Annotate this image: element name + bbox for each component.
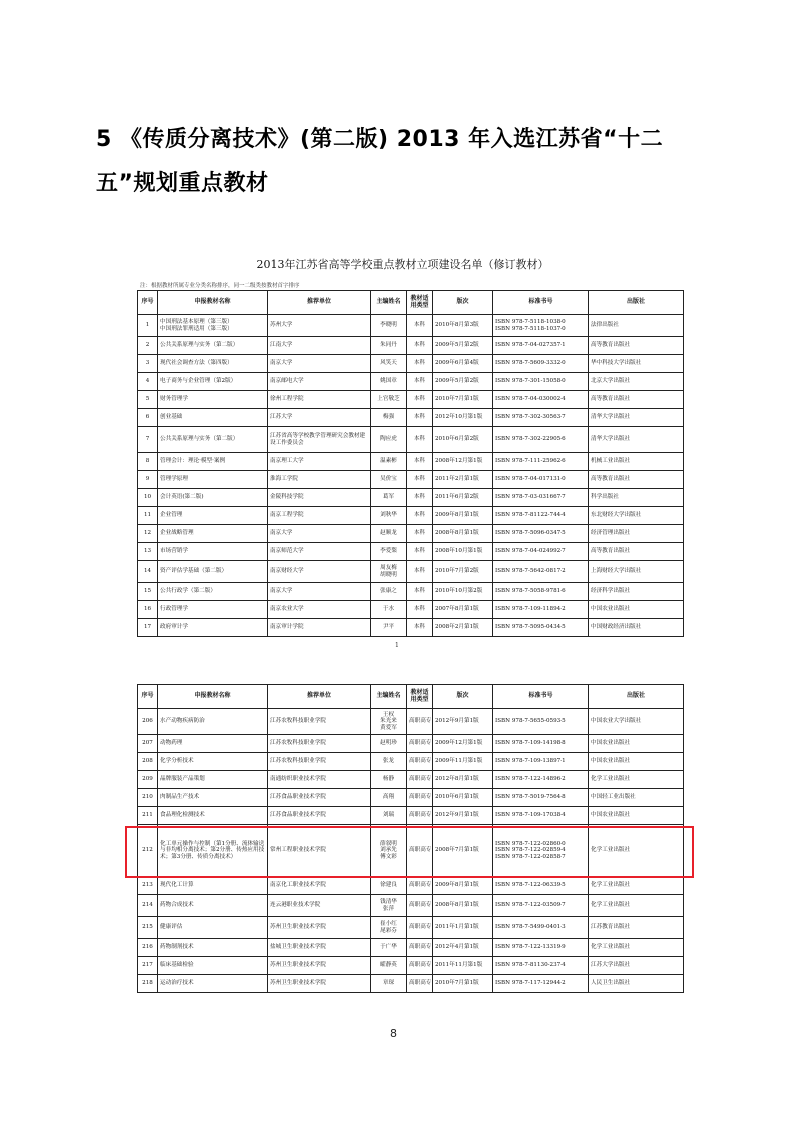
table-row <box>138 471 684 489</box>
table-row <box>138 489 684 507</box>
table-row <box>138 709 684 735</box>
table-cell: 淮海工学院 <box>268 471 371 489</box>
column-header: 申报教材名称 <box>158 685 268 709</box>
table-cell: 2012年4月第1版 <box>433 939 493 957</box>
table-cell: 上官敬芝 <box>371 391 407 409</box>
table-cell: ISBN 978-7-109-17038-4 <box>493 807 589 825</box>
table-cell: 高等教育出版社 <box>589 337 684 355</box>
table-cell: 2011年11月第1版 <box>433 957 493 975</box>
table-cell: 苏州卫生职业技术学院 <box>268 957 371 975</box>
table-cell: 徐州工程学院 <box>268 391 371 409</box>
table-cell: 电子商务与企业管理（第2版） <box>158 373 268 391</box>
table-row <box>138 619 684 637</box>
table-cell: 2008年8月第1版 <box>433 525 493 543</box>
table-cell: 2010年6月第1版 <box>433 789 493 807</box>
table-cell: 本科 <box>407 337 433 355</box>
table-cell: 2010年7月第1版 <box>433 975 493 993</box>
table-cell: 10 <box>138 489 158 507</box>
table-cell: ISBN 978-7-117-12944-2 <box>493 975 589 993</box>
table-cell: 江苏省高等学校教学管理研究会教材建设工作委员会 <box>268 427 371 453</box>
scanned-table-note: 注：根据教材所属专业分类名称排序，同一二级类按教材首字排序 <box>140 283 300 289</box>
table-cell: 李爱梨 <box>371 543 407 561</box>
table-cell: 高职高专 <box>407 957 433 975</box>
table-cell: 市场营销学 <box>158 543 268 561</box>
table-row <box>138 957 684 975</box>
table-cell: 本科 <box>407 619 433 637</box>
table-cell: 徐建良 <box>371 877 407 895</box>
table-cell: 朱同丹 <box>371 337 407 355</box>
table-cell: 5 <box>138 391 158 409</box>
table-cell: 南京财经大学 <box>268 561 371 583</box>
table-cell: ISBN 978-7-81130-237-4 <box>493 957 589 975</box>
table-cell: 15 <box>138 583 158 601</box>
table-row <box>138 771 684 789</box>
table-cell: 高等教育出版社 <box>589 543 684 561</box>
table-cell: ISBN 978-7-122-14896-2 <box>493 771 589 789</box>
table-cell: 钱清华 张萍 <box>371 895 407 917</box>
table-cell: 高职高专 <box>407 877 433 895</box>
table-row <box>138 409 684 427</box>
table-cell: 于广华 <box>371 939 407 957</box>
table-cell: 中国财政经济出版社 <box>589 619 684 637</box>
table-cell: 连云港职业技术学院 <box>268 895 371 917</box>
table-cell: 216 <box>138 939 158 957</box>
table-cell: 江苏食品职业技术学院 <box>268 807 371 825</box>
column-header: 教材适用类型 <box>407 685 433 709</box>
table-cell: 高职高专 <box>407 807 433 825</box>
table-cell: 温素彬 <box>371 453 407 471</box>
table-cell: 企业战略管理 <box>158 525 268 543</box>
table-cell: 南京大学 <box>268 525 371 543</box>
table-cell: 206 <box>138 709 158 735</box>
table-cell: ISBN 978-7-122-02860-0 ISBN 978-7-122-02859-4 ISBN 978-7-122-02858-7 <box>493 825 589 877</box>
column-header: 标准书号 <box>493 685 589 709</box>
table-body <box>138 315 684 637</box>
table-cell: 化学工业出版社 <box>589 895 684 917</box>
table-cell: 217 <box>138 957 158 975</box>
table-cell: ISBN 978-7-5095-0434-5 <box>493 619 589 637</box>
table-cell: 中国农业出版社 <box>589 735 684 753</box>
table-cell: 于水 <box>371 601 407 619</box>
table-cell: 本科 <box>407 525 433 543</box>
table-cell: 高等教育出版社 <box>589 391 684 409</box>
table-cell: 公共关系原理与实务（第二版） <box>158 427 268 453</box>
table-cell: 人民卫生出版社 <box>589 975 684 993</box>
column-header: 推荐单位 <box>268 685 371 709</box>
table-cell: 2010年10月第2版 <box>433 583 493 601</box>
table-cell: 南京审计学院 <box>268 619 371 637</box>
table-cell: 中国农业出版社 <box>589 807 684 825</box>
table-cell: 高职高专 <box>407 789 433 807</box>
table-cell: ISBN 978-7-5642-0817-2 <box>493 561 589 583</box>
table-cell: 公共行政学（第二版） <box>158 583 268 601</box>
table-cell: 207 <box>138 735 158 753</box>
table-cell: ISBN 978-7-04-017131-0 <box>493 471 589 489</box>
table-cell: 中国刑法基本原理（第三版） 中国刑法罪刑适用（第三版） <box>158 315 268 337</box>
table-cell: 南京化工职业技术学院 <box>268 877 371 895</box>
table-cell: 218 <box>138 975 158 993</box>
table-cell: 高翔 <box>371 789 407 807</box>
table-cell: ISBN 978-7-5609-3332-0 <box>493 355 589 373</box>
table-cell: 高职高专 <box>407 895 433 917</box>
table-cell: 化学工业出版社 <box>589 771 684 789</box>
table-cell: 经济科学出版社 <box>589 583 684 601</box>
table-row <box>138 561 684 583</box>
table-cell: ISBN 978-7-111-25962-6 <box>493 453 589 471</box>
table-cell: 高职高专 <box>407 735 433 753</box>
table-cell: 高职高专 <box>407 753 433 771</box>
table-cell: ISBN 978-7-122-06339-5 <box>493 877 589 895</box>
table-cell: 211 <box>138 807 158 825</box>
table-cell: ISBN 978-7-5096-0347-5 <box>493 525 589 543</box>
table-header-row <box>138 685 684 709</box>
table-cell: 214 <box>138 895 158 917</box>
table-cell: 本科 <box>407 543 433 561</box>
table-cell: 法律出版社 <box>589 315 684 337</box>
table-cell: 张龙 <box>371 753 407 771</box>
table-cell: 2007年8月第1版 <box>433 601 493 619</box>
table-cell: 中国农业大学出版社 <box>589 709 684 735</box>
table-cell: 上海财经大学出版社 <box>589 561 684 583</box>
table-cell: ISBN 978-7-5499-0401-3 <box>493 917 589 939</box>
table-cell: 化学工业出版社 <box>589 825 684 877</box>
table-cell: 14 <box>138 561 158 583</box>
table-cell: 北京大学出版社 <box>589 373 684 391</box>
table-cell: 江南大学 <box>268 337 371 355</box>
scanned-page-number: 1 <box>395 642 399 649</box>
table-cell: 高职高专 <box>407 975 433 993</box>
column-header: 序号 <box>138 291 158 315</box>
table-cell: 2012年8月第1版 <box>433 771 493 789</box>
table-row <box>138 453 684 471</box>
table-cell: 南京工程学院 <box>268 507 371 525</box>
table-cell: 高职高专 <box>407 939 433 957</box>
table-cell: 209 <box>138 771 158 789</box>
table-cell: 吴价宝 <box>371 471 407 489</box>
table-cell: 现代化工计算 <box>158 877 268 895</box>
table-cell: 金陵科技学院 <box>268 489 371 507</box>
table-cell: 中国轻工业出版社 <box>589 789 684 807</box>
table-cell: 本科 <box>407 409 433 427</box>
table-cell: 212 <box>138 825 158 877</box>
table-cell: 尹平 <box>371 619 407 637</box>
column-header: 版次 <box>433 685 493 709</box>
table-cell: 中国农业出版社 <box>589 753 684 771</box>
table-cell: 化工单元操作与控制（第1分册、流体输送与非均相分离技术；第2分册、传热应用技术；第3分册、传质分离技术） <box>158 825 268 877</box>
textbook-list-table-1 <box>137 290 684 637</box>
table-cell: 2009年8月第1版 <box>433 507 493 525</box>
column-header: 标准书号 <box>493 291 589 315</box>
table-cell: 临床基础检验 <box>158 957 268 975</box>
table-cell: ISBN 978-7-302-22905-6 <box>493 427 589 453</box>
table-cell: ISBN 978-7-109-11894-2 <box>493 601 589 619</box>
table-cell: 崔小红 尾彩芬 <box>371 917 407 939</box>
table-cell: 刘秋华 <box>371 507 407 525</box>
table-cell: 晶牌服装产品策划 <box>158 771 268 789</box>
column-header: 教材适用类型 <box>407 291 433 315</box>
table-cell: ISBN 978-7-04-030002-4 <box>493 391 589 409</box>
table-cell: 本科 <box>407 355 433 373</box>
table-row <box>138 939 684 957</box>
table-cell: ISBN 978-7-81122-744-4 <box>493 507 589 525</box>
table-cell: 管理会计：理论·模型·案例 <box>158 453 268 471</box>
table-cell: 政府审计学 <box>158 619 268 637</box>
table-row <box>138 753 684 771</box>
table-cell: 运动治疗技术 <box>158 975 268 993</box>
table-cell: 本科 <box>407 507 433 525</box>
table-cell: ISBN 978-7-5118-1038-0 ISBN 978-7-5118-1037-0 <box>493 315 589 337</box>
table-cell: 2010年7月第1版 <box>433 391 493 409</box>
table-cell: 本科 <box>407 489 433 507</box>
table-row <box>138 337 684 355</box>
table-cell: ISBN 978-7-5019-7564-8 <box>493 789 589 807</box>
table-cell: 高职高专 <box>407 709 433 735</box>
table-cell: 化学分析技术 <box>158 753 268 771</box>
table-cell: 曤静英 <box>371 957 407 975</box>
table-cell: 创业基础 <box>158 409 268 427</box>
table-cell: 高职高专 <box>407 771 433 789</box>
column-header: 推荐单位 <box>268 291 371 315</box>
table-cell: 刘瑞 <box>371 807 407 825</box>
table-cell: 风笑天 <box>371 355 407 373</box>
column-header: 主编姓名 <box>371 685 407 709</box>
table-row <box>138 975 684 993</box>
table-cell: 财务管理学 <box>158 391 268 409</box>
table-cell: 行政管理学 <box>158 601 268 619</box>
table-cell: 215 <box>138 917 158 939</box>
table-cell: 陶应虎 <box>371 427 407 453</box>
column-header: 主编姓名 <box>371 291 407 315</box>
table-cell: 肉制品生产技术 <box>158 789 268 807</box>
table-cell: ISBN 978-7-109-14198-8 <box>493 735 589 753</box>
table-cell: 2011年2月第1版 <box>433 471 493 489</box>
table-row <box>138 525 684 543</box>
table-cell: 4 <box>138 373 158 391</box>
table-row <box>138 601 684 619</box>
table-cell: 2 <box>138 337 158 355</box>
table-cell: 南京大学 <box>268 355 371 373</box>
table-row <box>138 543 684 561</box>
table-cell: 2012年9月第1版 <box>433 709 493 735</box>
table-cell: 南京大学 <box>268 583 371 601</box>
table-cell: 苏州大学 <box>268 315 371 337</box>
table-cell: 高职高专 <box>407 825 433 877</box>
table-cell: 会计英语(第二版) <box>158 489 268 507</box>
table-row <box>138 877 684 895</box>
table-cell: 2009年8月第1版 <box>433 877 493 895</box>
table-cell: 现代社会调查方法（第四版） <box>158 355 268 373</box>
table-cell: 清华大学出版社 <box>589 427 684 453</box>
table-cell: 药物制剂技术 <box>158 939 268 957</box>
table-cell: 2008年10月第1版 <box>433 543 493 561</box>
table-row <box>138 507 684 525</box>
column-header: 序号 <box>138 685 158 709</box>
table-cell: 清华大学出版社 <box>589 409 684 427</box>
table-cell: 经济管理出版社 <box>589 525 684 543</box>
table-cell: 管理学原理 <box>158 471 268 489</box>
table-cell: 2009年12月第1版 <box>433 735 493 753</box>
table-cell: 南京邮电大学 <box>268 373 371 391</box>
table-cell: 高职高专 <box>407 917 433 939</box>
table-header-row <box>138 291 684 315</box>
table-cell: 薛叙明 刘承先 傅文彩 <box>371 825 407 877</box>
table-cell: 江苏食品职业技术学院 <box>268 789 371 807</box>
table-cell: ISBN 978-7-122-13319-9 <box>493 939 589 957</box>
table-cell: 2010年7月第2版 <box>433 561 493 583</box>
table-cell: 2012年10月第1版 <box>433 409 493 427</box>
table-cell: 本科 <box>407 583 433 601</box>
page-number: 8 <box>390 1027 397 1040</box>
table-cell: 企业管理 <box>158 507 268 525</box>
table-cell: 208 <box>138 753 158 771</box>
table-cell: 本科 <box>407 427 433 453</box>
table-row <box>138 917 684 939</box>
table-cell: 本科 <box>407 453 433 471</box>
table-cell: ISBN 978-7-109-13897-1 <box>493 753 589 771</box>
table-cell: 17 <box>138 619 158 637</box>
table-cell: 6 <box>138 409 158 427</box>
table-cell: 江苏农牧科技职业学院 <box>268 735 371 753</box>
table-cell: 健康评估 <box>158 917 268 939</box>
table-cell: 2009年5月第2版 <box>433 337 493 355</box>
table-cell: ISBN 978-7-04-027357-1 <box>493 337 589 355</box>
section-heading: 5 《传质分离技术》(第二版) 2013 年入选江苏省“十二五”规划重点教材 <box>96 127 664 196</box>
table-cell: 1 <box>138 315 158 337</box>
table-cell: ISBN 978-7-03-031667-7 <box>493 489 589 507</box>
table-row <box>138 355 684 373</box>
table-row <box>138 391 684 409</box>
table-cell: 江苏大学出版社 <box>589 957 684 975</box>
table-cell: 王权 朱光来 黄爱军 <box>371 709 407 735</box>
table-cell: 2009年5月第2版 <box>433 373 493 391</box>
table-cell: 动物药理 <box>158 735 268 753</box>
table-row <box>138 789 684 807</box>
table-cell: 高等教育出版社 <box>589 471 684 489</box>
table-cell: 资产评估学基础（第二版） <box>158 561 268 583</box>
table-cell: 2012年9月第1版 <box>433 807 493 825</box>
table-row <box>138 895 684 917</box>
table-cell: ISBN 978-7-04-024992-7 <box>493 543 589 561</box>
table-cell: 江苏大学 <box>268 409 371 427</box>
scanned-table-title: 2013年江苏省高等学校重点教材立项建设名单（修订教材） <box>256 258 549 271</box>
table-cell: 本科 <box>407 561 433 583</box>
table-cell: 南京理工大学 <box>268 453 371 471</box>
table-cell: 本科 <box>407 391 433 409</box>
table-cell: 化学工业出版社 <box>589 939 684 957</box>
table-cell: 2008年12月第1版 <box>433 453 493 471</box>
table-cell: 南通纺织职业技术学院 <box>268 771 371 789</box>
table-cell: 姚国章 <box>371 373 407 391</box>
table-cell: 8 <box>138 453 158 471</box>
table-cell: 2008年7月第1版 <box>433 825 493 877</box>
table-cell: 本科 <box>407 373 433 391</box>
column-header: 出版社 <box>589 291 684 315</box>
table-row <box>138 583 684 601</box>
table-cell: 南京师范大学 <box>268 543 371 561</box>
table-row <box>138 315 684 337</box>
column-header: 出版社 <box>589 685 684 709</box>
table-cell: 11 <box>138 507 158 525</box>
table-cell: 9 <box>138 471 158 489</box>
table-cell: 机械工业出版社 <box>589 453 684 471</box>
table-cell: 公共关系原理与实务（第二版） <box>158 337 268 355</box>
table-cell: 210 <box>138 789 158 807</box>
table-cell: 药物合成技术 <box>158 895 268 917</box>
table-cell: 东北财经大学出版社 <box>589 507 684 525</box>
table-cell: 13 <box>138 543 158 561</box>
table-cell: 常州工程职业技术学院 <box>268 825 371 877</box>
column-header: 申报教材名称 <box>158 291 268 315</box>
table-cell: 213 <box>138 877 158 895</box>
table-cell: 杨静 <box>371 771 407 789</box>
table-cell: 2011年6月第2版 <box>433 489 493 507</box>
table-cell: 2009年11月第1版 <box>433 753 493 771</box>
table-row <box>138 735 684 753</box>
table-cell: ISBN 978-7-301-15058-0 <box>493 373 589 391</box>
table-cell: ISBN 978-7-5655-0593-5 <box>493 709 589 735</box>
table-cell: 食品理化检测技术 <box>158 807 268 825</box>
table-cell: 江苏教育出版社 <box>589 917 684 939</box>
table-row <box>138 373 684 391</box>
table-cell: 7 <box>138 427 158 453</box>
table-cell: 盐城卫生职业技术学院 <box>268 939 371 957</box>
table-row <box>138 427 684 453</box>
table-cell: ISBN 978-7-122-03509-7 <box>493 895 589 917</box>
table-cell: 周友梅 胡晓明 <box>371 561 407 583</box>
table-cell: 赵顺龙 <box>371 525 407 543</box>
table-cell: 赵明珍 <box>371 735 407 753</box>
table-cell: 江苏农牧科技职业学院 <box>268 753 371 771</box>
table-cell: 12 <box>138 525 158 543</box>
table-cell: 3 <box>138 355 158 373</box>
table-cell: 葛军 <box>371 489 407 507</box>
table-cell: 中国农业出版社 <box>589 601 684 619</box>
table-cell: 本科 <box>407 315 433 337</box>
table-cell: 2011年1月第1版 <box>433 917 493 939</box>
column-header: 版次 <box>433 291 493 315</box>
table-cell: 2010年8月第3版 <box>433 315 493 337</box>
table-cell: 2009年6月第4版 <box>433 355 493 373</box>
table-cell: 2008年2月第1版 <box>433 619 493 637</box>
table-row <box>138 807 684 825</box>
table-cell: 2010年6月第2版 <box>433 427 493 453</box>
table-cell: ISBN 978-7-5058-9781-6 <box>493 583 589 601</box>
table-cell: 16 <box>138 601 158 619</box>
table-cell: 水产动物疾病防治 <box>158 709 268 735</box>
table-cell: 科学出版社 <box>589 489 684 507</box>
table-cell: 华中科技大学出版社 <box>589 355 684 373</box>
table-cell: 化学工业出版社 <box>589 877 684 895</box>
table-cell: 苏州卫生职业技术学院 <box>268 917 371 939</box>
table-cell: 本科 <box>407 471 433 489</box>
table-cell: 江苏农牧科技职业学院 <box>268 709 371 735</box>
table-cell: 苏州卫生职业技术学院 <box>268 975 371 993</box>
table-cell: 南京农业大学 <box>268 601 371 619</box>
table-cell: 2008年8月第1版 <box>433 895 493 917</box>
table-cell: 李晓明 <box>371 315 407 337</box>
table-cell: 张康之 <box>371 583 407 601</box>
table-cell: 章琛 <box>371 975 407 993</box>
table-cell: 本科 <box>407 601 433 619</box>
table-cell: ISBN 978-7-302-30563-7 <box>493 409 589 427</box>
table-cell: 梅强 <box>371 409 407 427</box>
highlight-box <box>125 826 694 878</box>
